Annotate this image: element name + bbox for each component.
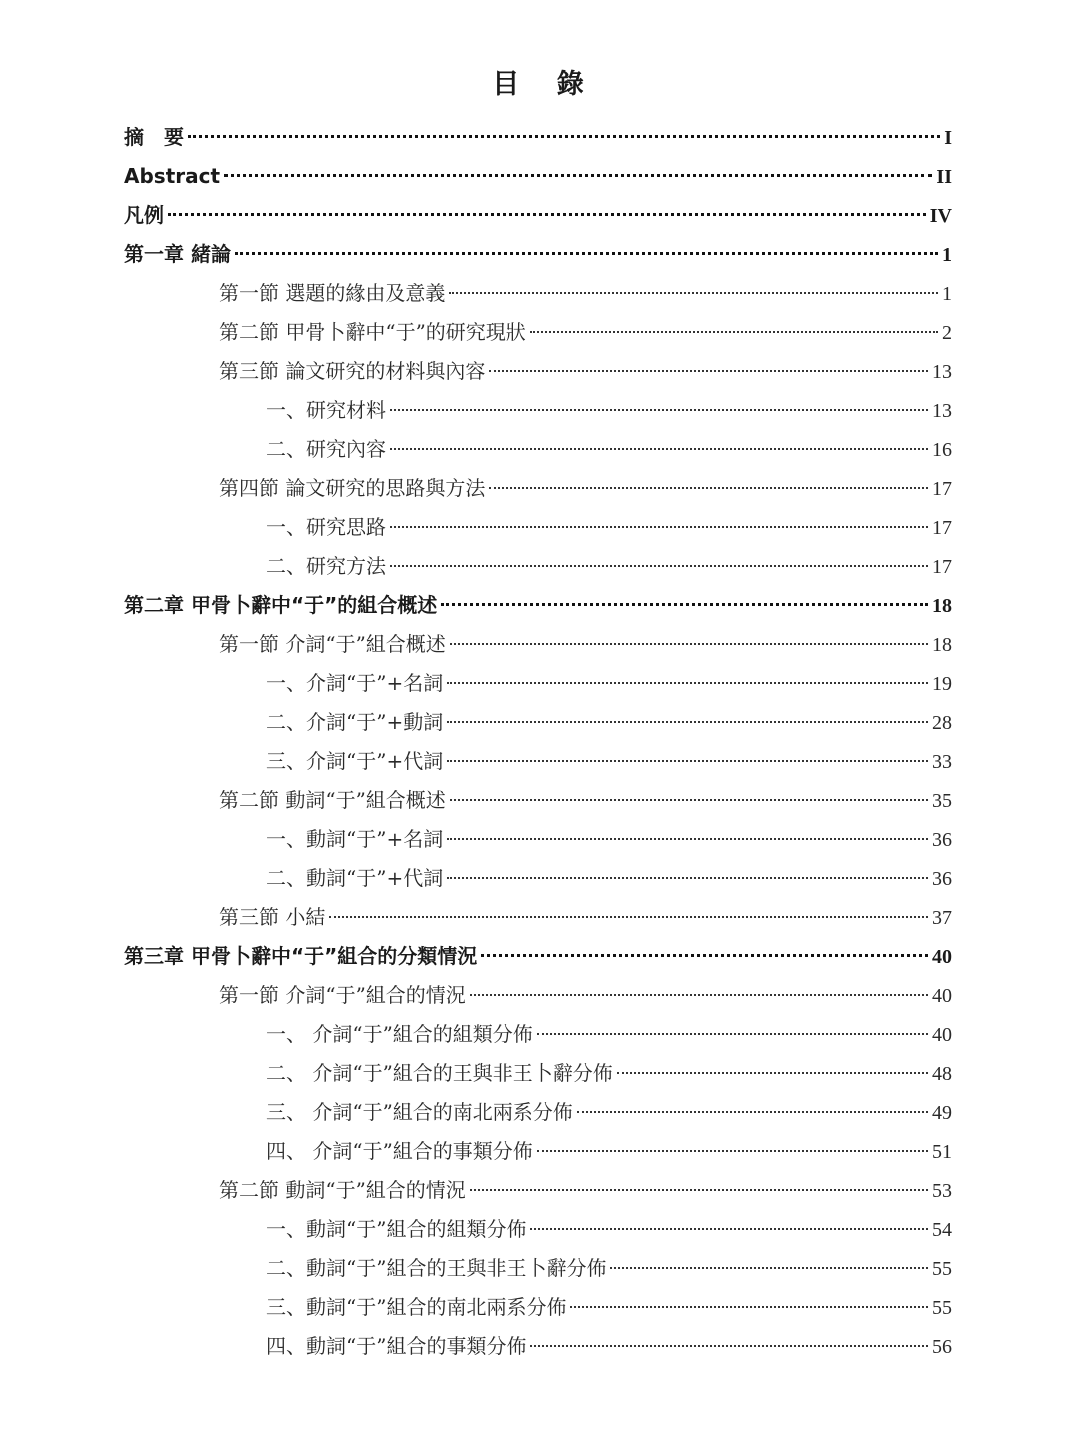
toc-entry-label: 二、動詞“于”+代詞: [266, 866, 444, 890]
toc-entry: [124, 157, 952, 196]
toc-entry: [124, 469, 952, 508]
toc-entry: [124, 664, 952, 703]
toc-entry-page-number: II: [936, 166, 952, 188]
dot-leader: [390, 565, 928, 567]
dot-leader: [390, 448, 928, 450]
toc-entry-page-number: 17: [932, 517, 952, 539]
toc-entry-label: 第一節 介詞“于”組合概述: [219, 632, 446, 656]
toc-entry-label: 一、動詞“于”組合的組類分佈: [266, 1217, 527, 1241]
toc-entry-label: 四、 介詞“于”組合的事類分佈: [266, 1139, 533, 1163]
toc-entry: [124, 352, 952, 391]
toc-entry-label: 一、研究思路: [266, 515, 386, 539]
toc-entry: [124, 820, 952, 859]
toc-entry: [124, 430, 952, 469]
dot-leader: [537, 1033, 928, 1035]
toc-entry-label: 二、動詞“于”組合的王與非王卜辭分佈: [266, 1256, 607, 1280]
toc-entry-label: 凡例: [124, 203, 164, 227]
toc-entry: [124, 625, 952, 664]
toc-entry-label: 二、研究內容: [266, 437, 386, 461]
toc-entry: [124, 586, 952, 625]
dot-leader: [577, 1111, 928, 1113]
toc-entry-label: 一、 介詞“于”組合的組類分佈: [266, 1022, 533, 1046]
toc-entry-label: 第三節 論文研究的材料與內容: [219, 359, 486, 383]
toc-entry: [124, 235, 952, 274]
dot-leader: [449, 292, 938, 294]
dot-leader: [447, 838, 928, 840]
dot-leader: [329, 916, 928, 918]
dot-leader: [489, 370, 928, 372]
toc-entry-page-number: 49: [932, 1102, 952, 1124]
toc-entry-page-number: 51: [932, 1141, 952, 1163]
toc-entry-page-number: 55: [932, 1297, 952, 1319]
dot-leader: [530, 331, 938, 333]
toc-entry: [124, 508, 952, 547]
toc-entry-label: 第二章 甲骨卜辭中“于”的組合概述: [124, 593, 438, 617]
toc-entry-page-number: 40: [932, 985, 952, 1007]
toc-entry: [124, 547, 952, 586]
toc-entry: [124, 859, 952, 898]
dot-leader: [390, 526, 928, 528]
toc-entry-page-number: 48: [932, 1063, 952, 1085]
toc-entry-label: 三、 介詞“于”組合的南北兩系分佈: [266, 1100, 573, 1124]
dot-leader: [610, 1267, 928, 1269]
toc-entry-page-number: 40: [932, 946, 952, 968]
toc-entry-page-number: 53: [932, 1180, 952, 1202]
toc-entry-page-number: 16: [932, 439, 952, 461]
toc-entry-label: 第一節 介詞“于”組合的情況: [219, 983, 466, 1007]
page-title: 目 錄: [492, 69, 598, 100]
toc-entry: [124, 1288, 952, 1327]
toc-entry-label: 一、介詞“于”+名詞: [266, 671, 444, 695]
toc-entry: [124, 274, 952, 313]
toc-entry-page-number: 1: [942, 244, 952, 266]
toc-entry-label: 第一章 緒論: [124, 242, 231, 266]
toc-entry: [124, 313, 952, 352]
dot-leader: [224, 174, 932, 177]
toc-entry-page-number: 54: [932, 1219, 952, 1241]
toc-entry-page-number: 18: [932, 595, 952, 617]
toc-entry-page-number: 33: [932, 751, 952, 773]
toc-entry: [124, 1171, 952, 1210]
toc-entry-page-number: 18: [932, 634, 952, 656]
toc-entry: [124, 1093, 952, 1132]
toc-entry-label: 一、動詞“于”+名詞: [266, 827, 444, 851]
toc-entry: [124, 1054, 952, 1093]
toc-entry-label: 四、動詞“于”組合的事類分佈: [266, 1334, 527, 1358]
dot-leader: [489, 487, 928, 489]
toc-entry-page-number: 35: [932, 790, 952, 812]
dot-leader: [617, 1072, 928, 1074]
toc-entry-page-number: 56: [932, 1336, 952, 1358]
dot-leader: [447, 721, 928, 723]
toc-entry-label: 第二節 動詞“于”組合概述: [219, 788, 446, 812]
toc-entry: [124, 898, 952, 937]
toc-entry-page-number: 1: [942, 283, 952, 305]
toc-entry-label: 二、研究方法: [266, 554, 386, 578]
toc-entry: [124, 703, 952, 742]
toc-entry-label: 三、動詞“于”組合的南北兩系分佈: [266, 1295, 567, 1319]
toc-entry-label: 三、介詞“于”+代詞: [266, 749, 444, 773]
dot-leader: [447, 760, 928, 762]
dot-leader: [235, 252, 938, 255]
toc-entry-page-number: 36: [932, 868, 952, 890]
toc-entry-page-number: 55: [932, 1258, 952, 1280]
dot-leader: [390, 409, 928, 411]
toc-entry-label: 一、研究材料: [266, 398, 386, 422]
dot-leader: [470, 994, 928, 996]
dot-leader: [168, 213, 926, 216]
toc-entry: [124, 1327, 952, 1366]
toc-entry: [124, 937, 952, 976]
dot-leader: [447, 682, 928, 684]
toc-entry-page-number: 19: [932, 673, 952, 695]
toc-entry-label: 摘 要: [124, 125, 184, 149]
toc-entry: [124, 1249, 952, 1288]
toc-entry: [124, 781, 952, 820]
dot-leader: [537, 1150, 928, 1152]
dot-leader: [530, 1228, 928, 1230]
dot-leader: [481, 954, 928, 957]
toc-entry-page-number: I: [944, 127, 952, 149]
dot-leader: [188, 135, 940, 138]
toc-entry: [124, 391, 952, 430]
toc-entry: [124, 742, 952, 781]
toc-entry-label: 第二節 甲骨卜辭中“于”的研究現狀: [219, 320, 526, 344]
toc-entry-page-number: 2: [942, 322, 952, 344]
dot-leader: [447, 877, 928, 879]
toc-entry-page-number: 17: [932, 556, 952, 578]
toc-entry-page-number: 28: [932, 712, 952, 734]
dot-leader: [570, 1306, 928, 1308]
toc-entry-label: 第一節 選題的緣由及意義: [219, 281, 446, 305]
toc-entry-label: Abstract: [124, 164, 221, 188]
toc-entry: [124, 1210, 952, 1249]
toc-entry-page-number: 13: [932, 400, 952, 422]
toc-entry: [124, 1015, 952, 1054]
toc-entry: [124, 196, 952, 235]
toc-entry: [124, 1132, 952, 1171]
toc-list: [124, 118, 952, 1366]
dot-leader: [450, 643, 928, 645]
toc-entry-page-number: 13: [932, 361, 952, 383]
toc-entry-label: 第三章 甲骨卜辭中“于”組合的分類情況: [124, 944, 478, 968]
toc-entry: [124, 118, 952, 157]
toc-entry-page-number: 36: [932, 829, 952, 851]
dot-leader: [470, 1189, 928, 1191]
dot-leader: [450, 799, 928, 801]
toc-entry-label: 第二節 動詞“于”組合的情況: [219, 1178, 466, 1202]
toc-entry-page-number: 17: [932, 478, 952, 500]
toc-entry-page-number: 40: [932, 1024, 952, 1046]
dot-leader: [441, 603, 928, 606]
toc-entry-label: 第三節 小結: [219, 905, 326, 929]
toc-entry-page-number: IV: [929, 205, 952, 227]
toc-entry-label: 二、介詞“于”+動詞: [266, 710, 444, 734]
toc-entry-page-number: 37: [932, 907, 952, 929]
toc-entry: [124, 976, 952, 1015]
toc-entry-label: 二、 介詞“于”組合的王與非王卜辭分佈: [266, 1061, 613, 1085]
dot-leader: [530, 1345, 928, 1347]
toc-entry-label: 第四節 論文研究的思路與方法: [219, 476, 486, 500]
